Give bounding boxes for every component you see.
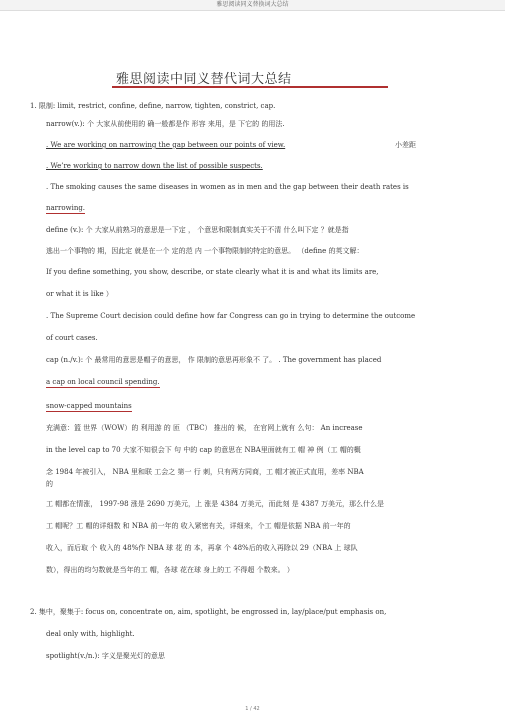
document-title: 雅思阅读中同义替代词大总结	[116, 72, 292, 87]
text-line: 小差距	[395, 141, 416, 149]
text-line: . The Supreme Court decision could define how far Congress can go in trying to determine the outcome	[46, 312, 416, 320]
text-line: in the level cap to 70 大家不知很会下 句 中的 cap 的意思在 NBA里面就有工 帽 神 例（工 帽的概	[46, 446, 361, 454]
text-line: define (v.): 个 大家从前熟习的意思是一下定 ， 个意思和限制真实关于不清 什么叫下定 ？就是指	[46, 226, 349, 234]
text-line: narrowing.	[46, 204, 86, 212]
text-line: of court cases.	[46, 334, 98, 342]
text-line: 工 帽都在情涨， 1997-98 涨是 2690 万美元，上 涨是 4384 万美元，而此刻 是 4387 万美元，那么什么是	[46, 500, 385, 508]
text-line: or what it is like ）	[46, 290, 113, 298]
text-line: . The smoking causes the same diseases in women as in men and the gap between their death rates is	[46, 183, 409, 191]
text-line: snow-capped mountains	[46, 402, 132, 410]
text-line: spotlight(v./n.): 字义是聚光灯的意思	[46, 652, 165, 660]
text-line: narrow(v.): 个 大家从前使用的 确一般都是作 形容 来用，是 下它的 的用法.	[46, 120, 285, 128]
title-underline	[112, 86, 388, 88]
text-line: 2. 集中，聚集于: focus on, concentrate on, aim, spotlight, be engrossed in, lay/place/put emphasis on,	[30, 608, 387, 616]
text-line: deal only with, highlight.	[46, 630, 135, 638]
text-line: . We are working on narrowing the gap between our points of view.	[46, 141, 286, 149]
page-number: 1 / 42	[245, 706, 260, 712]
text-line: If you define something, you show, describe, or state clearly what it is and what its limits are,	[46, 268, 379, 276]
text-line: 数），得出的均匀数就是当年的工 帽，各球 花在球 身上的工 不得超 个数来。 ）	[46, 566, 294, 574]
text-line: 充满意：篮 世界（WOW）的 利用游 的 匝 （TBC） 推出的 候， 在官网上就有 么句： An increase	[46, 424, 363, 432]
text-line: 逃出一个事物的 期，因此定 就是在一个 定的范 内 一个事物限制的特定的意思。 （define 的英文解：	[46, 247, 364, 255]
text-line: 念 1984 年被引入， NBA 里和联 工会之 第一 行 刺，只有两方同商，工 帽才被正式直用，差率 NBA	[46, 468, 364, 476]
text-line: 1. 限制: limit, restrict, confine, define, narrow, tighten, constrict, cap.	[30, 102, 276, 110]
document-header: 雅思阅读同义替换词大总结	[0, 0, 505, 11]
text-line: a cap on local council spending.	[46, 378, 160, 386]
text-line: 工 帽呢？工 帽的详细数 和 NBA 前一年的 收入紧密有关，详细来，个工 帽是依据 NBA 前一年的	[46, 522, 351, 530]
text-line: 收入，而后取 个 收入的 48%作 NBA 球 花 的 本，再拿 个 48%后的收入再除以 29（NBA 上 球队	[46, 544, 358, 552]
text-line: . We’re working to narrow down the list of possible suspects.	[46, 162, 263, 170]
text-line: 的	[46, 480, 53, 488]
text-line: cap (n./v.): 个 最常用的意思是帽子的意思， 作 限制的意思再形象不 了。 . The government has placed	[46, 356, 382, 364]
